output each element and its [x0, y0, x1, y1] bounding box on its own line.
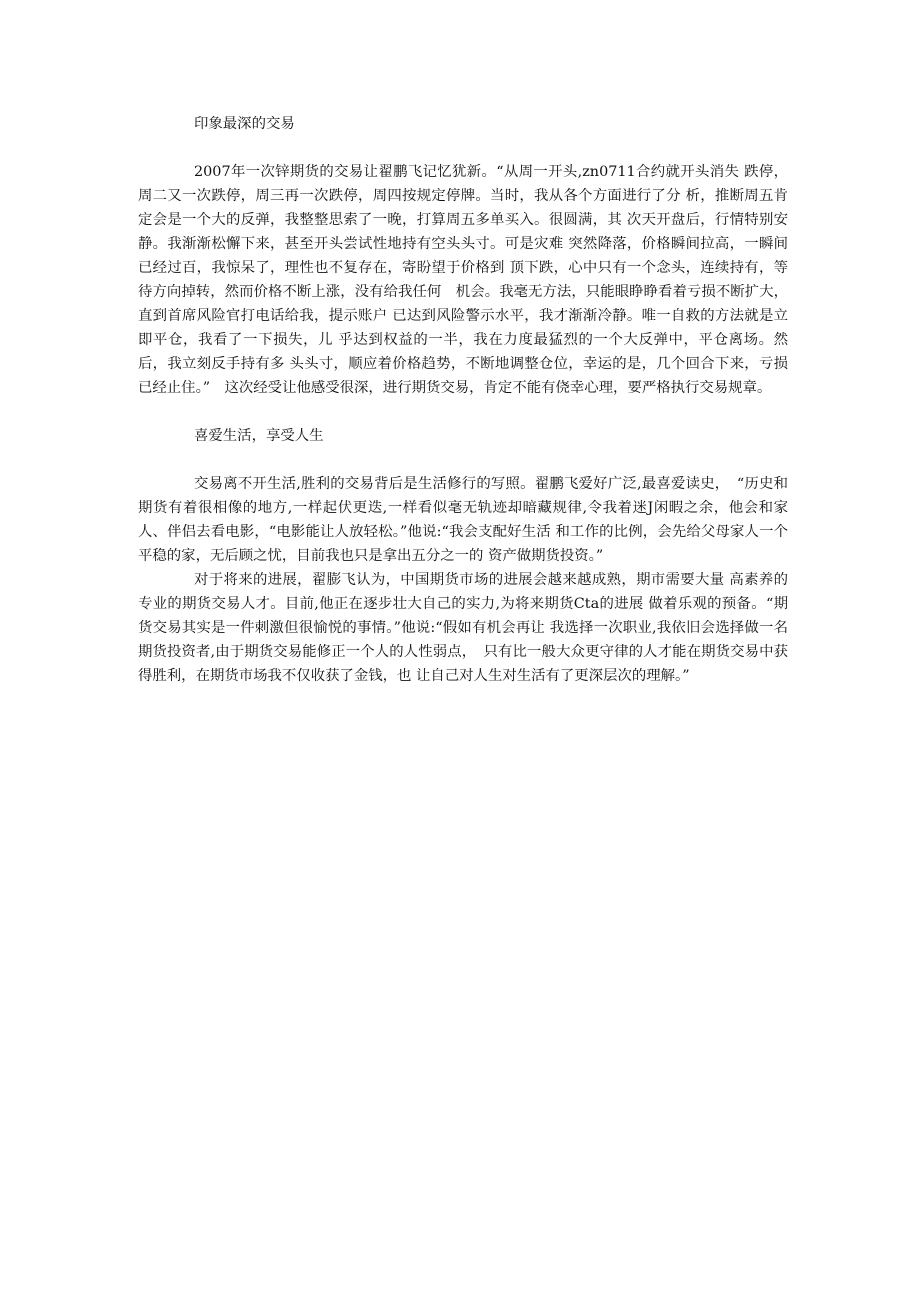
document-body	[138, 112, 788, 688]
body-paragraph: 对于将来的进展，翟膨飞认为，中国期货市场的进展会越来越成熟，期市需要大量 高素养的专业的期货交易人才。目前,他正在逐步壮大自己的实力,为将来期货Cta的进展 做着乐观的预备。“期货交易其实是一件刺激但很愉悦的事情。”他说:“假如有机会再让 我选择一次职业,我依旧会选择做一名期货投资者,由于期货交易能修正一个人的人性弱点， 只有比一般大众更守律的人才能在期货交易中获得胜利，在期货市场我不仅收获了金钱，也 让自己对人生对生活有了更深层次的理解。”	[138, 572, 788, 684]
section-enjoy-life	[138, 424, 788, 688]
body-paragraph: 2007年一次锌期货的交易让翟鹏飞记忆犹新。“从周一开头,zn0711合约就开头消失 跌停，周二又一次跌停，周三再一次跌停，周四按规定停牌。当时，我从各个方面进行了分 析，推断周五肯定会是一个大的反弹，我整整思索了一晚，打算周五多单买入。很圆满，其 次天开盘后，行情特别安静。我渐渐松懈下来，甚至开头尝试性地持有空头头寸。可是灾难 突然降落，价格瞬间拉高，一瞬间已经过百，我惊呆了，理性也不复存在，寄盼望于价格到 顶下跌，心中只有一个念头，连续持有，等待方向掉转，然而价格不断上涨，没有给我任何 机会。我毫无方法，只能眼睁睁看着亏损不断扩大，直到首席风险官打电话给我，提示账户 已达到风险警示水平，我才渐渐冷静。唯一自救的方法就是立即平仓，我看了一下损失，儿 乎达到权益的一半，我在力度最猛烈的一个大反弹中，平仓离场。然后，我立刻反手持有多 头头寸，顺应着价格趋势，不断地调整仓位，幸运的是，几个回合下来，亏损已经止住。” 这次经受让他感受很深，进行期货交易，肯定不能有侥幸心理，要严格执行交易规章。	[138, 164, 788, 396]
section-memorable-trade	[138, 112, 788, 400]
section-heading: 印象最深的交易	[194, 116, 295, 132]
body-paragraph: 交易离不开生活,胜利的交易背后是生活修行的写照。翟鹏飞爱好广泛,最喜爱读史， “历史和期货有着很相像的地方,一样起伏更迭,一样看似毫无轨迹却暗藏规律,令我着迷J闲暇之余，他会和家人、伴侣去看电影，“电影能让人放轻松。”他说:“我会支配好生活 和工作的比例，会先给父母家人一个平稳的家，无后顾之忧，目前我也只是拿出五分之一的 资产做期货投资。”	[138, 476, 788, 564]
section-heading: 喜爱生活，享受人生	[194, 428, 324, 444]
